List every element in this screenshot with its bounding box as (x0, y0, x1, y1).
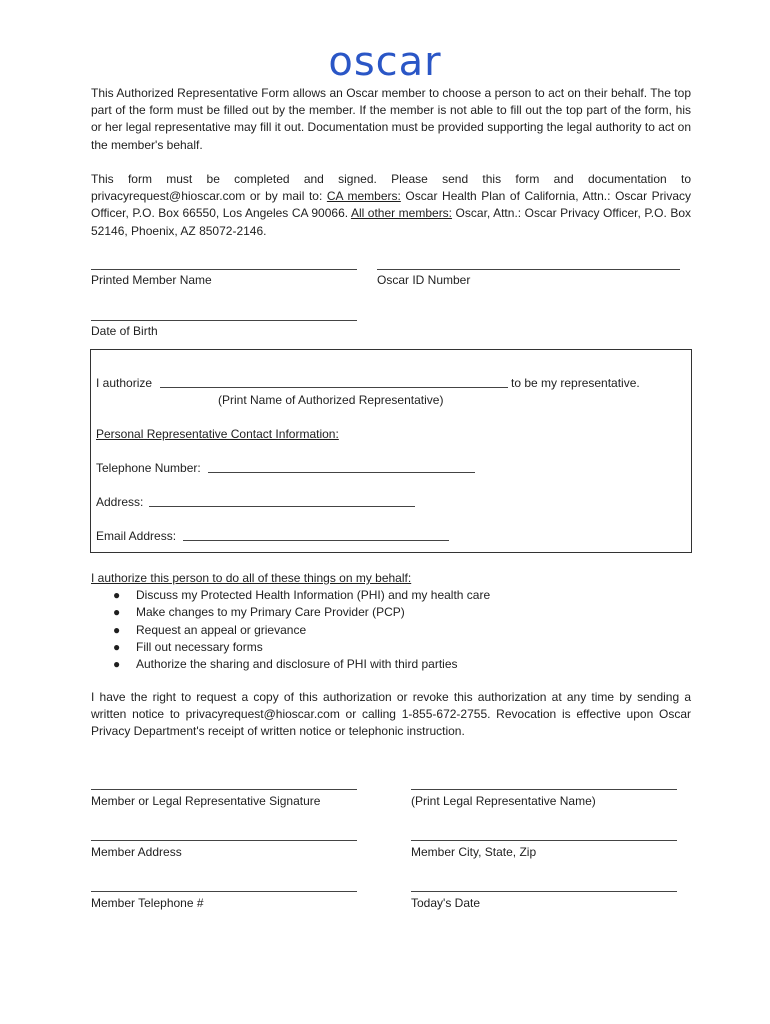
member-address-line[interactable] (91, 840, 357, 841)
rep-email-line[interactable] (183, 540, 449, 541)
rep-telephone-line[interactable] (208, 472, 475, 473)
submission-text-a: This form must be completed and signed. Please send this form and documentation to privacyrequest@hioscar.com or by mail to: (91, 172, 691, 204)
bullet-icon: ● (113, 622, 121, 637)
list-item (91, 656, 691, 673)
rights-paragraph: I have the right to request a copy of this authorization or revoke this authorization at any time by sending a written notice to privacyrequest@hioscar.com or calling 1-855-672-2755. Revocation is effective upon Oscar Privacy Department's receipt of written notice or telephonic instruction. (91, 690, 691, 739)
date-of-birth-label: Date of Birth (91, 324, 158, 338)
rep-address-line[interactable] (149, 506, 415, 507)
date-of-birth-line[interactable] (91, 320, 357, 321)
intro-paragraph: This Authorized Representative Form allows an Oscar member to choose a person to act on their behalf. The top part of the form must be filled out by the member. If the member is not able to fill out the top part of the form, his or her legal representative may fill it out. Documentation must be provided supporting the legal authority to act on the member's behalf. (91, 86, 691, 152)
submission-text-b: Oscar Health Plan of California, Attn.: Oscar Privacy Officer, P.O. Box 66550, Los Angeles CA 90066. (91, 189, 692, 221)
bullet-icon: ● (113, 639, 121, 654)
todays-date-line[interactable] (411, 891, 677, 892)
city-state-zip-line[interactable] (411, 840, 677, 841)
list-item (91, 639, 691, 656)
permissions-heading: I authorize this person to do all of these things on my behalf: (91, 571, 412, 585)
permission-text: Fill out necessary forms (136, 639, 263, 654)
oscar-id-label: Oscar ID Number (377, 273, 471, 287)
bullet-icon: ● (113, 657, 121, 672)
printed-member-name-line[interactable] (91, 269, 357, 270)
oscar-id-line[interactable] (377, 269, 680, 270)
print-name-hint: (Print Name of Authorized Representative) (218, 393, 444, 407)
permission-text: Request an appeal or grievance (136, 622, 307, 637)
authorized-rep-name-line[interactable] (160, 387, 508, 388)
contact-info-heading: Personal Representative Contact Information: (96, 427, 339, 441)
signature-line[interactable] (91, 789, 357, 790)
to-be-representative-label: to be my representative. (511, 376, 640, 390)
legal-rep-name-line[interactable] (411, 789, 677, 790)
telephone-label: Telephone Number: (96, 461, 201, 475)
legal-rep-name-label: (Print Legal Representative Name) (411, 794, 596, 808)
permissions-section (91, 570, 691, 673)
permission-text: Make changes to my Primary Care Provider (PCP) (136, 605, 405, 620)
list-item (91, 587, 691, 604)
permissions-list (91, 587, 691, 673)
ca-members-label: CA members: (326, 189, 401, 204)
permission-text: Authorize the sharing and disclosure of PHI with third parties (136, 657, 458, 672)
address-label: Address: (96, 495, 144, 509)
list-item (91, 622, 691, 639)
permission-text: Discuss my Protected Health Information (PHI) and my health care (136, 588, 491, 603)
city-state-zip-label: Member City, State, Zip (411, 845, 537, 859)
submission-text-c: Oscar, Attn.: Oscar Privacy Officer, P.O. Box 52146, Phoenix, AZ 85072-2146. (91, 206, 692, 238)
i-authorize-label: I authorize (96, 376, 153, 390)
bullet-icon: ● (113, 588, 121, 603)
printed-member-name-label: Printed Member Name (91, 273, 212, 287)
signature-label: Member or Legal Representative Signature (91, 794, 321, 808)
email-label: Email Address: (96, 529, 177, 543)
member-address-label: Member Address (91, 845, 182, 859)
list-item (91, 604, 691, 621)
todays-date-label: Today's Date (411, 896, 480, 910)
submission-paragraph (91, 171, 691, 240)
bullet-icon: ● (113, 605, 121, 620)
member-telephone-label: Member Telephone # (91, 896, 204, 910)
member-telephone-line[interactable] (91, 891, 357, 892)
other-members-label: All other members: (350, 206, 453, 221)
oscar-logo: oscar (328, 39, 442, 85)
